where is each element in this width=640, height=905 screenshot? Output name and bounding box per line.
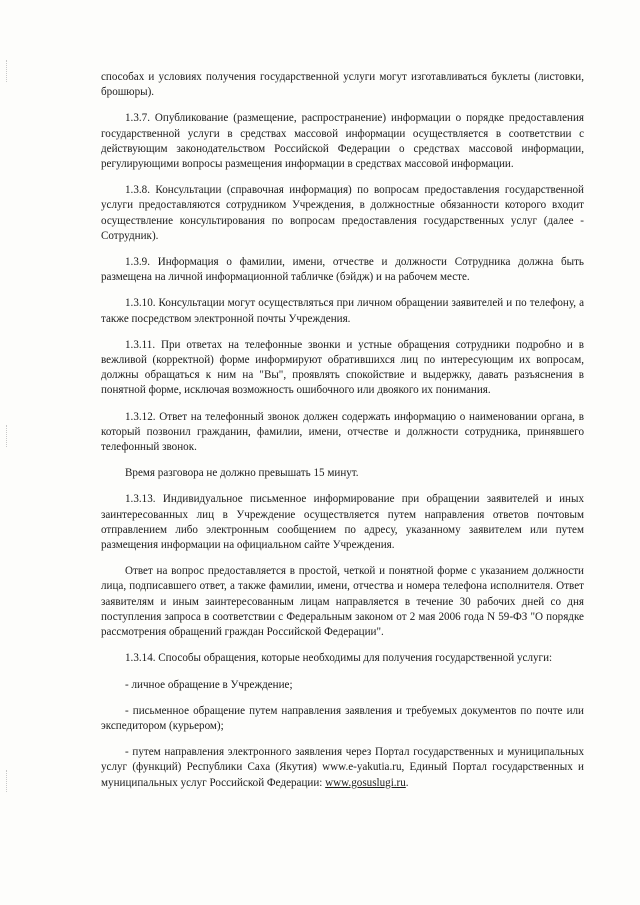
paragraph-1-3-13: 1.3.13. Индивидуальное письменное информирование при обращении заявителей и иных заинтересованных лиц в Учреждение осуществляется путем направления ответов почтовым отправлением либо электронным сообщением по адресу, указанному заявителем или путем размещения информации на официальном сайте Учреждения. — [101, 493, 584, 552]
paragraph-call-duration: Время разговора не должно превышать 15 минут. — [125, 467, 359, 480]
paragraph-1-3-8: 1.3.8. Консультации (справочная информация) по вопросам предоставления государственной услуги предоставляются сотрудником Учреждения, в должностные обязанности которого входит осуществление консультирования по вопросам предоставления государственных услуг (далее - Сотрудник). — [101, 184, 584, 242]
paragraph-1-3-9: 1.3.9. Информация о фамилии, имени, отчестве и должности Сотрудника должна быть размещена на личной информационной табличке (бэйдж) и на рабочем месте. — [101, 256, 584, 284]
list-item-personal: - личное обращение в Учреждение; — [125, 678, 293, 691]
paragraph-1-3-7: 1.3.7. Опубликование (размещение, распространение) информации о порядке предоставления государственной услуги в средствах массовой информации осуществляется в соответствии с действующим законодательством Российской Федерации о средствах массовой информации, регулирующими вопросы размещения информации в средствах массовой информации. — [101, 112, 584, 171]
list-item-electronic — [101, 745, 584, 791]
binder-mark — [6, 60, 10, 82]
document-body — [101, 70, 584, 802]
paragraph-1-3-12: 1.3.12. Ответ на телефонный звонок должен содержать информацию о наименовании органа, в который позвонил гражданин, фамилии, имени, отчестве и должности сотрудника, принявшего телефонный звонок. — [101, 410, 584, 454]
paragraph-1-3-10: 1.3.10. Консультации могут осуществляться при личном обращении заявителей и по телефону, а также посредством электронной почты Учреждения. — [101, 297, 584, 325]
binder-mark — [6, 770, 10, 792]
list-item-electronic-end: . — [405, 776, 409, 789]
paragraph-1-3-14: 1.3.14. Способы обращения, которые необходимы для получения государственной услуги: — [125, 652, 553, 665]
paragraph-answer-form: Ответ на вопрос предоставляется в простой, четкой и понятной форме с указанием должности лица, подписавшего ответ, а также фамилии, имени, отчества и номера телефона исполнителя. Ответ заявителям и иным заинтересованным лицам направляется в течение 30 рабочих дней со дня поступления запроса в соответствии с Федеральным законом от 2 мая 2006 года N 59-ФЗ "О порядке рассмотрения обращений граждан Российской Федерации". — [101, 565, 584, 639]
list-item-written: - письменное обращение путем направления заявления и требуемых документов по почте или экспедитором (курьером); — [101, 704, 584, 732]
binder-mark — [6, 425, 10, 447]
list-item-electronic-text: - путем направления электронного заявления через Портал государственных и муниципальных услуг (функций) Республики Саха (Якутия) www.e-yakutia.ru, Единый Портал государственных и муниципальных услуг Российской Федерации: — [101, 746, 584, 789]
gosuslugi-link[interactable]: www.gosuslugi.ru — [325, 776, 406, 789]
paragraph-1-3-11: 1.3.11. При ответах на телефонные звонки и устные обращения сотрудники подробно и в вежливой (корректной) форме информируют обратившихся лиц по интересующим их вопросам, должны обращаться к ним на "Вы", проявлять спокойствие и выдержку, давать разъяснения в понятной форме, исключая возможность ошибочного или двоякого их понимания. — [101, 338, 584, 397]
paragraph-continuation: способах и условиях получения государственной услуги могут изготавливаться буклеты (листовки, брошюры). — [101, 71, 584, 99]
